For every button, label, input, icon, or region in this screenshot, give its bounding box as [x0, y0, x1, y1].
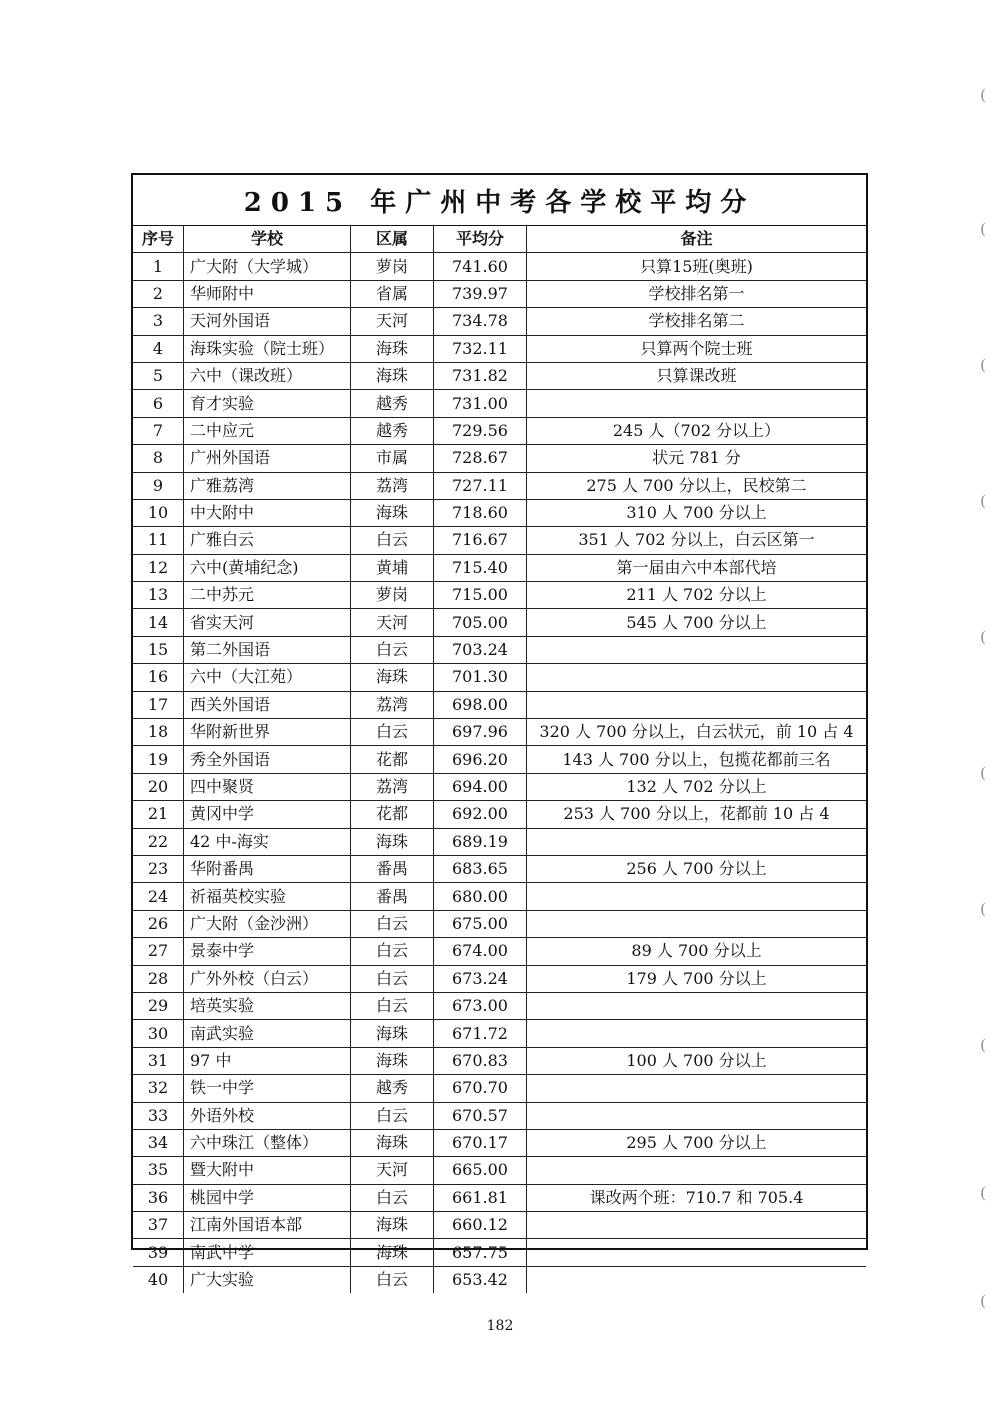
table-row [133, 773, 866, 800]
cell-average: 653.42 [434, 1266, 527, 1293]
cell-no: 26 [133, 910, 184, 937]
cell-school: 秀全外国语 [184, 746, 351, 773]
cell-school: 广州外国语 [184, 445, 351, 472]
cell-average: 731.00 [434, 390, 527, 417]
cell-school: 黄冈中学 [184, 801, 351, 828]
cell-average: 701.30 [434, 664, 527, 691]
cell-average: 680.00 [434, 883, 527, 910]
cell-school: 省实天河 [184, 609, 351, 636]
cell-district: 番禺 [351, 883, 434, 910]
cell-school: 第二外国语 [184, 636, 351, 663]
table-row [133, 1102, 866, 1129]
cell-no: 20 [133, 773, 184, 800]
table-row [133, 335, 866, 362]
scores-table [133, 226, 866, 1293]
cell-district: 萝岗 [351, 253, 434, 280]
cell-school: 外语外校 [184, 1102, 351, 1129]
cell-school: 华附新世界 [184, 719, 351, 746]
cell-district: 黄埔 [351, 554, 434, 581]
table-row [133, 362, 866, 389]
cell-school: 天河外国语 [184, 308, 351, 335]
table-row [133, 1157, 866, 1184]
cell-average: 698.00 [434, 691, 527, 718]
cell-school: 铁一中学 [184, 1075, 351, 1102]
cell-no: 10 [133, 499, 184, 526]
cell-no: 11 [133, 527, 184, 554]
table-row [133, 609, 866, 636]
cell-average: 729.56 [434, 417, 527, 444]
cell-no: 36 [133, 1184, 184, 1211]
cell-no: 19 [133, 746, 184, 773]
cell-district: 海珠 [351, 1239, 434, 1266]
cell-district: 海珠 [351, 1020, 434, 1047]
cell-note [527, 1212, 867, 1239]
cell-no: 37 [133, 1212, 184, 1239]
table-row [133, 1239, 866, 1266]
hole-mark-icon: ( [980, 220, 986, 238]
cell-no: 1 [133, 253, 184, 280]
cell-district: 越秀 [351, 417, 434, 444]
table-row [133, 582, 866, 609]
cell-note: 学校排名第二 [527, 308, 867, 335]
cell-no: 13 [133, 582, 184, 609]
cell-no: 29 [133, 992, 184, 1019]
cell-school: 六中（课改班） [184, 362, 351, 389]
cell-note: 143 人 700 分以上，包揽花都前三名 [527, 746, 867, 773]
cell-district: 白云 [351, 1266, 434, 1293]
cell-district: 海珠 [351, 362, 434, 389]
table-row [133, 719, 866, 746]
cell-district: 白云 [351, 1184, 434, 1211]
cell-note: 100 人 700 分以上 [527, 1047, 867, 1074]
cell-district: 白云 [351, 636, 434, 663]
table-row [133, 828, 866, 855]
header-district: 区属 [351, 226, 434, 253]
cell-district: 白云 [351, 527, 434, 554]
table-row [133, 280, 866, 307]
cell-district: 越秀 [351, 390, 434, 417]
table-row [133, 499, 866, 526]
binding-hole-marks [966, 80, 986, 1320]
hole-mark-icon: ( [980, 356, 986, 374]
cell-district: 白云 [351, 910, 434, 937]
cell-average: 671.72 [434, 1020, 527, 1047]
cell-school: 南武中学 [184, 1239, 351, 1266]
cell-district: 海珠 [351, 828, 434, 855]
cell-no: 8 [133, 445, 184, 472]
cell-school: 海珠实验（院士班） [184, 335, 351, 362]
cell-average: 727.11 [434, 472, 527, 499]
cell-no: 34 [133, 1129, 184, 1156]
cell-average: 661.81 [434, 1184, 527, 1211]
cell-average: 660.12 [434, 1212, 527, 1239]
cell-note [527, 1266, 867, 1293]
cell-no: 5 [133, 362, 184, 389]
cell-school: 广外外校（白云） [184, 965, 351, 992]
cell-average: 675.00 [434, 910, 527, 937]
cell-school: 42 中-海实 [184, 828, 351, 855]
cell-no: 33 [133, 1102, 184, 1129]
cell-school: 景泰中学 [184, 938, 351, 965]
cell-school: 祈福英校实验 [184, 883, 351, 910]
cell-note: 253 人 700 分以上，花都前 10 占 4 [527, 801, 867, 828]
cell-note: 只算两个院士班 [527, 335, 867, 362]
cell-note [527, 992, 867, 1019]
cell-note: 课改两个班：710.7 和 705.4 [527, 1184, 867, 1211]
cell-no: 9 [133, 472, 184, 499]
cell-no: 35 [133, 1157, 184, 1184]
cell-no: 22 [133, 828, 184, 855]
cell-note: 只算15班(奥班) [527, 253, 867, 280]
cell-note: 179 人 700 分以上 [527, 965, 867, 992]
cell-district: 海珠 [351, 664, 434, 691]
cell-note [527, 883, 867, 910]
hole-mark-icon: ( [980, 764, 986, 782]
cell-average: 673.00 [434, 992, 527, 1019]
cell-no: 4 [133, 335, 184, 362]
cell-no: 30 [133, 1020, 184, 1047]
cell-school: 广雅荔湾 [184, 472, 351, 499]
cell-no: 32 [133, 1075, 184, 1102]
cell-note: 320 人 700 分以上，白云状元，前 10 占 4 [527, 719, 867, 746]
cell-school: 广雅白云 [184, 527, 351, 554]
header-note: 备注 [527, 226, 867, 253]
table-row [133, 1047, 866, 1074]
header-average: 平均分 [434, 226, 527, 253]
table-row [133, 855, 866, 882]
cell-school: 西关外国语 [184, 691, 351, 718]
cell-district: 海珠 [351, 1212, 434, 1239]
table-row [133, 938, 866, 965]
cell-no: 18 [133, 719, 184, 746]
table-row [133, 527, 866, 554]
table-row [133, 883, 866, 910]
cell-average: 705.00 [434, 609, 527, 636]
cell-no: 16 [133, 664, 184, 691]
cell-no: 6 [133, 390, 184, 417]
cell-district: 省属 [351, 280, 434, 307]
cell-school: 广大实验 [184, 1266, 351, 1293]
table-row [133, 390, 866, 417]
cell-average: 731.82 [434, 362, 527, 389]
cell-district: 越秀 [351, 1075, 434, 1102]
cell-district: 白云 [351, 992, 434, 1019]
cell-note: 第一届由六中本部代培 [527, 554, 867, 581]
cell-district: 荔湾 [351, 691, 434, 718]
cell-note: 状元 781 分 [527, 445, 867, 472]
cell-district: 荔湾 [351, 773, 434, 800]
cell-note: 132 人 702 分以上 [527, 773, 867, 800]
cell-note: 295 人 700 分以上 [527, 1129, 867, 1156]
table-body [133, 253, 866, 1293]
cell-note: 310 人 700 分以上 [527, 499, 867, 526]
cell-average: 728.67 [434, 445, 527, 472]
table-row [133, 472, 866, 499]
table-row [133, 417, 866, 444]
cell-no: 7 [133, 417, 184, 444]
cell-no: 40 [133, 1266, 184, 1293]
cell-no: 28 [133, 965, 184, 992]
cell-no: 14 [133, 609, 184, 636]
scores-table-frame [131, 173, 868, 1290]
cell-school: 97 中 [184, 1047, 351, 1074]
cell-school: 广大附（大学城） [184, 253, 351, 280]
hole-mark-icon: ( [980, 1292, 986, 1310]
cell-note: 学校排名第一 [527, 280, 867, 307]
cell-school: 六中（大江苑） [184, 664, 351, 691]
cell-note: 211 人 702 分以上 [527, 582, 867, 609]
header-no: 序号 [133, 226, 184, 253]
hole-mark-icon: ( [980, 1184, 986, 1202]
table-row [133, 992, 866, 1019]
cell-no: 21 [133, 801, 184, 828]
cell-note: 245 人（702 分以上） [527, 417, 867, 444]
table-row [133, 801, 866, 828]
cell-district: 荔湾 [351, 472, 434, 499]
cell-note: 89 人 700 分以上 [527, 938, 867, 965]
table-row [133, 965, 866, 992]
cell-district: 番禺 [351, 855, 434, 882]
cell-school: 培英实验 [184, 992, 351, 1019]
cell-average: 716.67 [434, 527, 527, 554]
cell-no: 39 [133, 1239, 184, 1266]
cell-note [527, 390, 867, 417]
hole-mark-icon: ( [980, 1036, 986, 1054]
cell-average: 670.83 [434, 1047, 527, 1074]
cell-note [527, 1157, 867, 1184]
cell-district: 海珠 [351, 1047, 434, 1074]
cell-note: 545 人 700 分以上 [527, 609, 867, 636]
table-row [133, 308, 866, 335]
cell-average: 703.24 [434, 636, 527, 663]
cell-average: 674.00 [434, 938, 527, 965]
cell-district: 白云 [351, 719, 434, 746]
table-row [133, 554, 866, 581]
cell-district: 花都 [351, 801, 434, 828]
cell-district: 白云 [351, 1102, 434, 1129]
cell-average: 697.96 [434, 719, 527, 746]
cell-note: 256 人 700 分以上 [527, 855, 867, 882]
table-row [133, 1266, 866, 1293]
table-row [133, 1184, 866, 1211]
cell-note [527, 636, 867, 663]
cell-average: 718.60 [434, 499, 527, 526]
cell-school: 广大附（金沙洲） [184, 910, 351, 937]
cell-no: 27 [133, 938, 184, 965]
table-row [133, 691, 866, 718]
hole-mark-icon: ( [980, 492, 986, 510]
table-header-row [133, 226, 866, 253]
cell-school: 二中苏元 [184, 582, 351, 609]
cell-average: 696.20 [434, 746, 527, 773]
cell-no: 17 [133, 691, 184, 718]
table-row [133, 1075, 866, 1102]
cell-note [527, 1075, 867, 1102]
cell-district: 海珠 [351, 499, 434, 526]
cell-average: 739.97 [434, 280, 527, 307]
cell-school: 暨大附中 [184, 1157, 351, 1184]
cell-average: 670.17 [434, 1129, 527, 1156]
cell-no: 12 [133, 554, 184, 581]
cell-no: 31 [133, 1047, 184, 1074]
cell-district: 天河 [351, 308, 434, 335]
header-school: 学校 [184, 226, 351, 253]
cell-no: 24 [133, 883, 184, 910]
table-row [133, 746, 866, 773]
cell-school: 育才实验 [184, 390, 351, 417]
cell-district: 海珠 [351, 1129, 434, 1156]
table-row [133, 253, 866, 280]
cell-average: 670.70 [434, 1075, 527, 1102]
page-number: 182 [486, 1318, 514, 1334]
cell-district: 天河 [351, 609, 434, 636]
cell-school: 二中应元 [184, 417, 351, 444]
hole-mark-icon: ( [980, 86, 986, 104]
table-row [133, 445, 866, 472]
hole-mark-icon: ( [980, 628, 986, 646]
cell-no: 2 [133, 280, 184, 307]
cell-note: 351 人 702 分以上，白云区第一 [527, 527, 867, 554]
cell-school: 江南外国语本部 [184, 1212, 351, 1239]
cell-school: 桃园中学 [184, 1184, 351, 1211]
cell-average: 673.24 [434, 965, 527, 992]
cell-average: 741.60 [434, 253, 527, 280]
table-row [133, 636, 866, 663]
cell-average: 715.00 [434, 582, 527, 609]
cell-average: 692.00 [434, 801, 527, 828]
cell-average: 665.00 [434, 1157, 527, 1184]
cell-no: 3 [133, 308, 184, 335]
cell-average: 657.75 [434, 1239, 527, 1266]
table-row [133, 664, 866, 691]
cell-note [527, 1020, 867, 1047]
cell-district: 白云 [351, 938, 434, 965]
cell-district: 市属 [351, 445, 434, 472]
cell-average: 670.57 [434, 1102, 527, 1129]
cell-note [527, 1239, 867, 1266]
cell-no: 15 [133, 636, 184, 663]
cell-note: 只算课改班 [527, 362, 867, 389]
cell-school: 中大附中 [184, 499, 351, 526]
table-row [133, 910, 866, 937]
cell-note [527, 910, 867, 937]
cell-district: 花都 [351, 746, 434, 773]
table-row [133, 1129, 866, 1156]
cell-note [527, 664, 867, 691]
cell-average: 734.78 [434, 308, 527, 335]
cell-school: 六中珠江（整体） [184, 1129, 351, 1156]
table-title: 2015 年广州中考各学校平均分 [133, 175, 866, 226]
cell-average: 694.00 [434, 773, 527, 800]
cell-district: 白云 [351, 965, 434, 992]
cell-no: 23 [133, 855, 184, 882]
cell-average: 689.19 [434, 828, 527, 855]
cell-note: 275 人 700 分以上，民校第二 [527, 472, 867, 499]
hole-mark-icon: ( [980, 900, 986, 918]
cell-average: 683.65 [434, 855, 527, 882]
cell-district: 萝岗 [351, 582, 434, 609]
cell-average: 732.11 [434, 335, 527, 362]
table-row [133, 1212, 866, 1239]
cell-note [527, 828, 867, 855]
cell-note [527, 691, 867, 718]
cell-school: 华附番禺 [184, 855, 351, 882]
cell-district: 天河 [351, 1157, 434, 1184]
cell-school: 南武实验 [184, 1020, 351, 1047]
table-row [133, 1020, 866, 1047]
cell-district: 海珠 [351, 335, 434, 362]
cell-school: 华师附中 [184, 280, 351, 307]
cell-note [527, 1102, 867, 1129]
cell-school: 四中聚贤 [184, 773, 351, 800]
cell-average: 715.40 [434, 554, 527, 581]
cell-school: 六中(黄埔纪念) [184, 554, 351, 581]
